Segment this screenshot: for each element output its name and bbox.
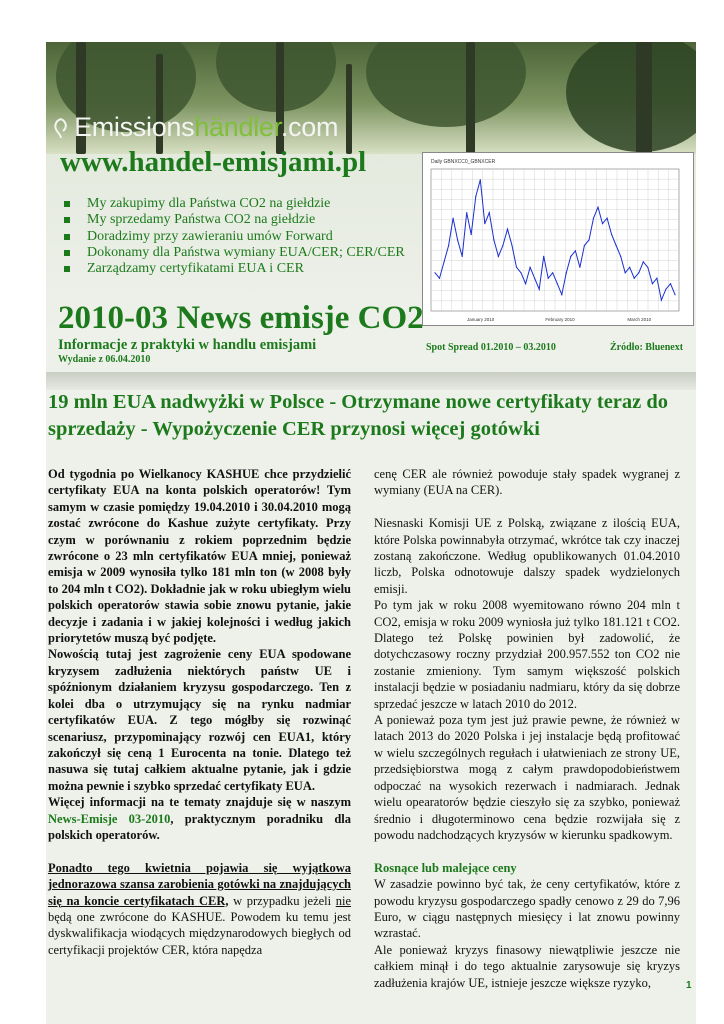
x-tick-label: March 2010 [627, 317, 652, 322]
bullet-square-icon [64, 250, 70, 256]
data-point [439, 278, 440, 279]
service-item-text: My sprzedamy Państwa CO2 na giełdzie [87, 212, 316, 228]
paragraph: A ponieważ poza tym jest już prawie pewne, że również w latach 2013 do 2020 Polska i jej instalacje będą profitować w wielu szczególnych regułach i ułatwieniach ze strony UE, przedsiębiorstwa mogą z całym prawdopodobieństwem odpoczać na wysokich rezerwach i nadmiarach. Jednak wielu opearatorów będzie cieszyło się za szybko, ponieważ średnio i długoterminowo cena będzie rozwijała się z powodu nadchodzących kryzysów w kierunku spadkowym. [374, 713, 680, 842]
data-point [480, 179, 481, 180]
data-point [457, 239, 458, 240]
leaf-logo-icon [52, 117, 70, 139]
paragraph: cenę CER ale również powoduje stały spadek wygranej z wymiany (EUA na CER). [374, 467, 680, 498]
data-point [493, 239, 494, 240]
bullet-square-icon [64, 234, 70, 240]
article-title: 19 mln EUA nadwyżki w Polsce - Otrzymane nowe certyfikaty teraz do sprzedaży - Wypożyczenie CER przynosi więcej gotówki [48, 391, 669, 440]
data-point [557, 283, 558, 284]
data-point [534, 278, 535, 279]
service-item [64, 245, 405, 261]
emphasis-text: nie [335, 893, 351, 908]
paragraph: Po tym jak w roku 2008 wyemitowano równo 204 mln t CO2, emisja w roku 2009 wyniosła już tylko 181.121 t CO2. Dlatego też Polskę powinien był zadowolić, że dotychczasowy roczny przydział 200.957.552 ton CO2 nie zostanie zmieniony. Tym samym większość polskich instalacji będzie w posiadaniu nadmiaru, który da się dobrze sprzedać jeszcze w latach 2010 do 2012. [374, 598, 680, 711]
section-heading: Rosnące lub malejące ceny [374, 860, 517, 875]
data-point [525, 283, 526, 284]
data-point [530, 267, 531, 268]
paragraph-text: w przypadku jeżeli [228, 893, 336, 908]
newsletter-subheadline: Informacje z praktyki w handlu emisjami [58, 337, 317, 353]
data-point [611, 234, 612, 235]
data-point [448, 245, 449, 246]
data-point [579, 267, 580, 268]
bullet-square-icon [64, 266, 70, 272]
x-tick-label: February 2010 [545, 317, 575, 322]
paragraph-gap [374, 499, 680, 515]
data-point [552, 272, 553, 273]
chart-svg [423, 153, 693, 325]
service-item [64, 229, 405, 245]
data-point [507, 229, 508, 230]
data-point [566, 272, 567, 273]
data-point [588, 239, 589, 240]
service-item-text: My zakupimy dla Państwa CO2 na giełdzie [87, 196, 331, 211]
logo-text-accent: händler [194, 112, 281, 142]
data-point [516, 267, 517, 268]
data-point [625, 272, 626, 273]
paragraph: W zasadzie powinno być tak, że ceny certyfikatów, które z powodu kryzysu gospodarczego spadły cenowo z 29 do 7,96 Euro, w ciągu następnych miesięcy i lat znowu powinny wzrastać. [374, 877, 680, 941]
service-item [64, 261, 405, 277]
logo-text-suffix: .com [280, 112, 339, 142]
spot-spread-chart [422, 152, 694, 326]
paragraph: Ale ponieważ kryzys finasowy niewątpliwie jeszcze nie całkiem minął i do tego aktualnie zarysowuje się kryzys zadłużenia krajów UE, istnieje jeszcze większe ryzyko, [374, 942, 680, 990]
emissionshaendler-logo [52, 112, 338, 143]
paragraph-text: będą one zwrócone do KASHUE. Powodem ku temu jest dyskwalifikacja wiodących międzynarodowych biegłych od certyfikacji projektów CER, która napędza [48, 909, 351, 957]
data-point [593, 218, 594, 219]
data-point [652, 283, 653, 284]
website-url[interactable]: www.handel-emisjami.pl [60, 146, 367, 178]
article-right-column [374, 466, 680, 991]
data-point [674, 294, 675, 295]
data-point [471, 234, 472, 235]
data-point [656, 278, 657, 279]
data-point [643, 261, 644, 262]
data-point [502, 245, 503, 246]
paragraph [48, 794, 351, 843]
data-point [665, 289, 666, 290]
divider-band [46, 372, 696, 390]
data-point [638, 272, 639, 273]
logo-text-main: Emissions [74, 112, 195, 142]
newsletter-headline: 2010-03 News emisje CO2 [58, 300, 424, 336]
chart-title: Daily GBNXCC0_GBNXCER [431, 159, 496, 165]
data-point [661, 300, 662, 301]
data-point [434, 272, 435, 273]
data-point [597, 207, 598, 208]
data-point [548, 278, 549, 279]
highlight-text: Ponadto tego kwietnia pojawia się wyjątkowa jednorazowa szansa zarobienia gotówki na znajdujących się na koncie certyfikatach CER, [48, 860, 351, 908]
data-point [475, 196, 476, 197]
data-point [444, 261, 445, 262]
data-point [670, 283, 671, 284]
data-point [489, 212, 490, 213]
service-item [64, 212, 405, 228]
chart-source: Źródło: Bluenext [610, 342, 684, 353]
page-number: 1 [686, 980, 692, 991]
service-item-text: Doradzimy przy zawieraniu umów Forward [87, 228, 333, 244]
service-item-text: Dokonamy dla Państwa wymiany EUA/CER; CER/CER [87, 244, 405, 260]
paragraph-text: , praktycznym poradniku dla polskich operatorów. [48, 811, 351, 842]
data-point [453, 218, 454, 219]
bullet-square-icon [64, 201, 70, 207]
service-item [64, 196, 405, 212]
service-item-text: Zarządzamy certyfikatami EUA i CER [87, 261, 304, 277]
data-point [620, 256, 621, 257]
x-tick-label: January 2010 [466, 317, 495, 322]
data-point [543, 256, 544, 257]
chart-caption: Spot Spread 01.2010 – 03.2010 [426, 342, 556, 353]
data-point [570, 256, 571, 257]
data-point [484, 223, 485, 224]
news-emisje-link[interactable]: News-Emisje 03-2010 [48, 811, 171, 826]
data-point [647, 267, 648, 268]
data-point [584, 245, 585, 246]
data-point [466, 212, 467, 213]
data-point [511, 245, 512, 246]
services-list [64, 196, 405, 277]
data-point [462, 256, 463, 257]
data-point [575, 250, 576, 251]
paragraph [48, 860, 351, 958]
data-point [629, 267, 630, 268]
data-point [539, 289, 540, 290]
data-point [602, 223, 603, 224]
data-point [616, 245, 617, 246]
paragraph-gap [48, 843, 351, 859]
paragraph-gap [374, 843, 680, 859]
data-point [498, 256, 499, 257]
data-point [634, 278, 635, 279]
article-left-column [48, 466, 351, 958]
paragraph: Niesnaski Komisji UE z Polską, związane z ilością EUA, które Polska powinnabyła otrzymać, wkrótce tak czy inaczej zostaną zakończone. Według opublikowanych 01.04.2010 liczb, Polska odnotowuje dalszy spadek wydzielonych emisji. [374, 516, 680, 596]
bullet-square-icon [64, 217, 70, 223]
data-point [520, 272, 521, 273]
edition-date: Wydanie z 06.04.2010 [58, 354, 151, 365]
data-point [561, 294, 562, 295]
data-point [607, 218, 608, 219]
paragraph: Nowością tutaj jest zagrożenie ceny EUA spodowane kryzysem zadłużenia niektórych państw UE i spóźnionym działaniem kryzysu gospodarczego. Ten z kolei dba o utrzymujący się na rynku nadmiar certyfikatów EUA. Z tego mógłby się rozwinąć scenariusz, przypominający rozwój cen EUA1, który zakończył się ceną 1 Eurocenta na tonie. Dlatego też nasuwa się tutaj całkiem aktualne pytanie, jak i gdzie można pewnie i szybko sprzedać certyfikaty EUA. [48, 647, 351, 793]
paragraph-text: Więcej informacji na te tematy znajduje się w naszym [48, 795, 351, 810]
paragraph: Od tygodnia po Wielkanocy KASHUE chce przydzielić certyfikaty EUA na konta polskich operatorów! Tym samym w czasie pomiędzy 19.04.2010 i 30.04.2010 mogą zostać zwrócone do Kashue zużyte certyfikaty. Przy czym w porównaniu z rokiem poprzednim będzie zwrócone o 23 mln certyfikatów EUA mniej, ponieważ emisja w 2009 wynosiła tylko 181 mln ton (w 2008 były to 204 mln t CO2). Dokładnie jak w roku ubiegłym wielu polskich operatorów stawia sobie znowu pytanie, jakie decyzje i zadania i w jakiej kolejności i według jakich priorytetów muszą być podjęte. [48, 467, 351, 646]
